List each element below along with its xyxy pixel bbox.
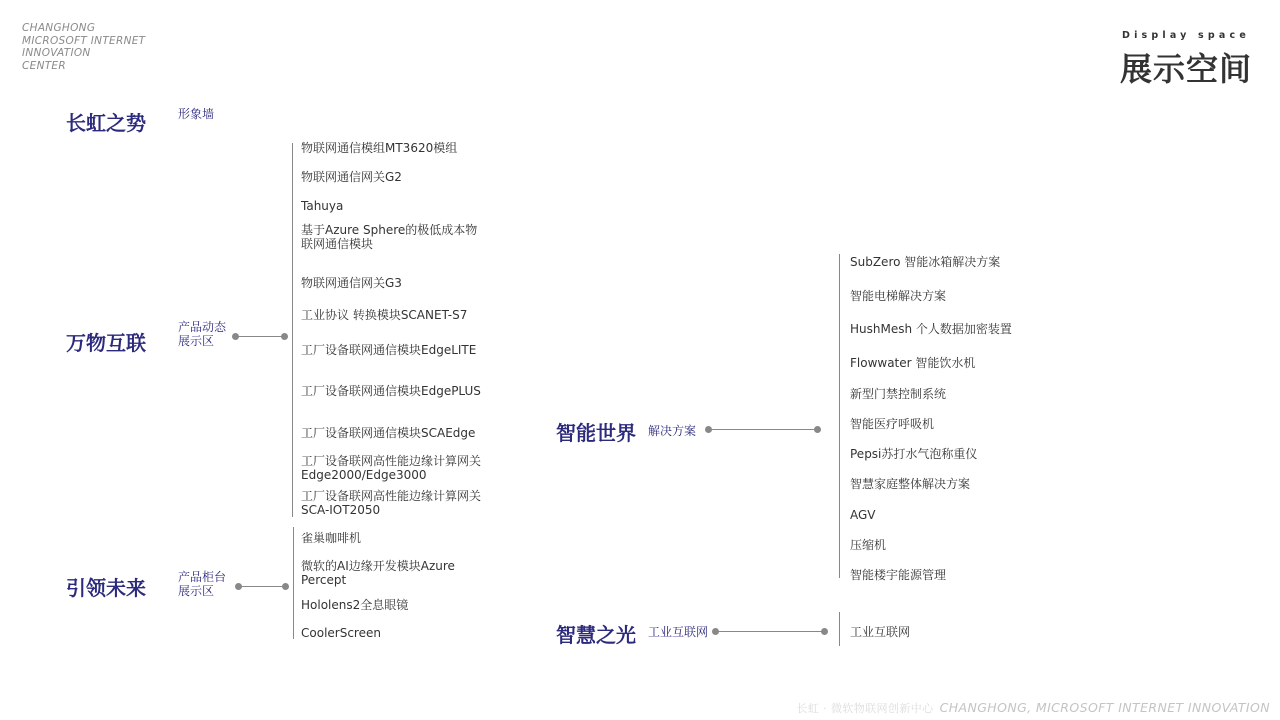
bracket-line <box>292 143 293 517</box>
list-item: 工厂设备联网通信模块EdgeLITE <box>301 343 477 357</box>
list-item: AGV <box>850 508 876 522</box>
bracket-line <box>839 254 840 578</box>
logo-line: INNOVATION <box>22 47 91 59</box>
page-subtitle: Display space <box>1121 30 1250 41</box>
section-subtitle: 形象墙 <box>178 107 215 121</box>
list-item: 物联网通信模组MT3620模组 <box>301 141 458 155</box>
connector-dot <box>281 333 288 340</box>
list-item: CoolerScreen <box>301 626 381 640</box>
list-item: 工厂设备联网通信模块EdgePLUS <box>301 384 481 398</box>
list-item: 工厂设备联网通信模块SCAEdge <box>301 426 476 440</box>
list-item: 工业互联网 <box>850 625 911 639</box>
logo-line: MICROSOFT INTERNET <box>22 34 146 47</box>
list-item: 工业协议 转换模块SCANET-S7 <box>301 308 468 322</box>
section-subtitle: 产品动态 展示区 <box>178 320 227 348</box>
list-item: 智能楼宇能源管理 <box>850 568 947 582</box>
connector-dot <box>821 628 828 635</box>
list-item: Hololens2全息眼镜 <box>301 598 409 612</box>
section-title: 智能世界 <box>556 421 636 445</box>
connector-dot <box>814 426 821 433</box>
footer-en: CHANGHONG, MICROSOFT INTERNET INNOVATION <box>939 700 1270 715</box>
section-title: 长虹之势 <box>66 111 146 135</box>
connector-line <box>716 631 824 632</box>
section-subtitle: 工业互联网 <box>648 625 709 639</box>
list-item: Pepsi苏打水气泡称重仪 <box>850 447 978 461</box>
connector-line <box>709 429 817 430</box>
logo <box>22 22 145 72</box>
list-item: 智慧家庭整体解决方案 <box>850 477 971 491</box>
bracket-line <box>293 527 294 639</box>
section-title: 智慧之光 <box>556 623 636 647</box>
list-item: 微软的AI边缘开发模块Azure Percept <box>301 559 455 587</box>
footer <box>796 700 1270 716</box>
list-item: Tahuya <box>301 199 344 213</box>
list-item: 工厂设备联网高性能边缘计算网关 Edge2000/Edge3000 <box>301 454 482 482</box>
list-item: 新型门禁控制系统 <box>850 387 947 401</box>
list-item: 智能医疗呼吸机 <box>850 417 935 431</box>
bracket-line <box>839 612 840 646</box>
page-title: 展示空间 <box>1119 50 1252 88</box>
logo-line: CENTER <box>22 59 66 72</box>
connector-dot <box>282 583 289 590</box>
list-item: SubZero 智能冰箱解决方案 <box>850 255 1001 269</box>
list-item: 物联网通信网关G2 <box>301 170 402 184</box>
section-title: 引领未来 <box>66 576 146 600</box>
list-item: 工厂设备联网高性能边缘计算网关 SCA-IOT2050 <box>301 489 482 517</box>
list-item: 物联网通信网关G3 <box>301 276 402 290</box>
footer-cn: 长虹 · 微软物联网创新中心 <box>796 702 934 715</box>
list-item: 雀巢咖啡机 <box>301 531 362 545</box>
connector-line <box>239 586 285 587</box>
list-item: 基于Azure Sphere的极低成本物 联网通信模块 <box>301 223 478 251</box>
list-item: Flowwater 智能饮水机 <box>850 356 976 370</box>
list-item: HushMesh 个人数据加密装置 <box>850 322 1012 336</box>
section-title: 万物互联 <box>66 331 146 355</box>
logo-line: CHANGHONG <box>22 22 96 34</box>
connector-line <box>236 336 284 337</box>
section-subtitle: 产品柜台 展示区 <box>178 570 227 598</box>
list-item: 智能电梯解决方案 <box>850 289 947 303</box>
section-subtitle: 解决方案 <box>648 424 697 438</box>
list-item: 压缩机 <box>850 538 887 552</box>
